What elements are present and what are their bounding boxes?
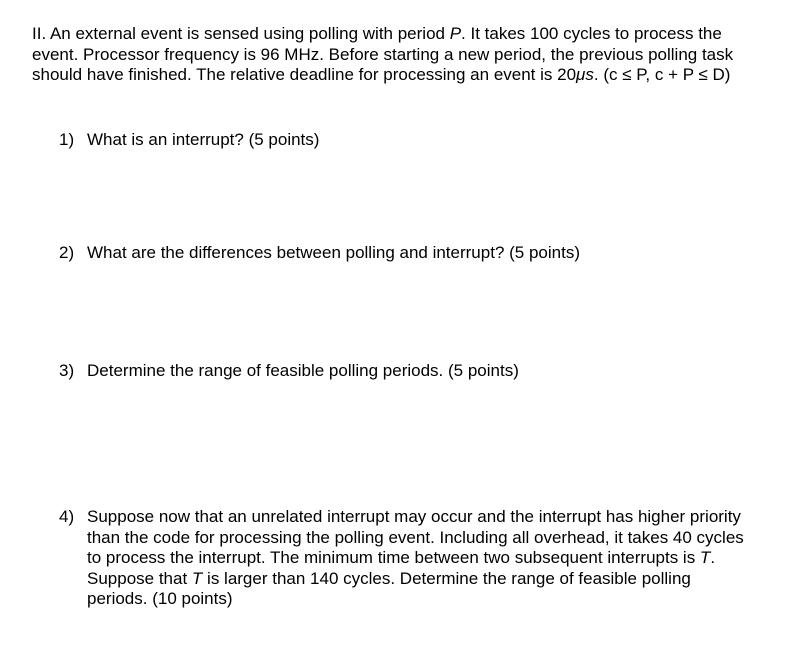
question-1 xyxy=(59,130,759,151)
problem-text-part-3: . (c ≤ P, c + P ≤ D) xyxy=(593,65,731,84)
question-text: Determine the range of feasible polling periods. (5 points) xyxy=(87,361,519,380)
question-number: 3) xyxy=(59,361,75,380)
problem-text-part-2: . It takes 100 cycles to process the event. Processor frequency is 96 MHz. Before starting a new period, the previous polling task should have finished. The relative deadline for processing an event is 20 xyxy=(32,24,734,84)
question-text: What is an interrupt? (5 points) xyxy=(87,130,320,149)
question-text-part-2: . Suppose that xyxy=(87,548,716,588)
min-interrupt-time-variable: T xyxy=(191,568,203,588)
microsecond-unit: μs xyxy=(576,65,594,84)
question-2 xyxy=(59,243,759,264)
question-number: 1) xyxy=(59,130,75,149)
question-number: 2) xyxy=(59,243,75,262)
question-text-part-1: Suppose now that an unrelated interrupt may occur and the interrupt has higher priority than the code for processing the polling event. Including all overhead, it takes 40 cycles to process the interrupt. The minimum time between two subsequent interrupts is xyxy=(87,507,744,567)
question-text xyxy=(87,507,749,610)
problem-number: II xyxy=(32,24,42,43)
question-text-part-3: is larger than 140 cycles. Determine the range of feasible polling periods. (10 points) xyxy=(87,568,691,608)
question-number: 4) xyxy=(59,507,75,526)
problem-text-part-1: . An external event is sensed using polling with period xyxy=(41,24,450,43)
problem-statement xyxy=(32,24,772,86)
min-interrupt-time-variable: T xyxy=(699,548,711,567)
question-3 xyxy=(59,361,759,382)
question-4 xyxy=(59,507,749,610)
question-text: What are the differences between polling and interrupt? (5 points) xyxy=(87,243,580,262)
period-variable: P xyxy=(449,24,462,43)
